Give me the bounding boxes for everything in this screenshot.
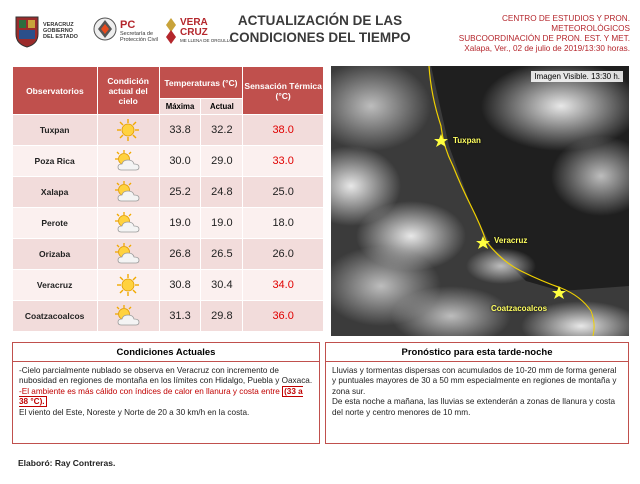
partly-cloudy-icon [97, 239, 159, 270]
thermal-sensation: 34.0 [243, 270, 324, 301]
sub-maxima: Máxima [159, 99, 201, 115]
thermal-sensation: 26.0 [243, 239, 324, 270]
table-row [13, 208, 324, 239]
author-credit: Elaboró: Ray Contreras. [18, 458, 116, 468]
temp-actual: 29.8 [201, 301, 243, 332]
agency-line1: CENTRO DE ESTUDIOS Y PRON. [502, 14, 630, 23]
table-row [13, 177, 324, 208]
sun-icon [97, 115, 159, 146]
agency-line4: Xalapa, Ver., 02 de julio de 2019/13:30 horas. [464, 44, 630, 53]
city-name: Perote [13, 208, 98, 239]
temp-max: 33.8 [159, 115, 201, 146]
conditions-p1: -Cielo parcialmente nublado se observa en Veracruz con incremento de nubosidad en regiones de montaña en los límites con Hidalgo, Puebla y Oaxaca. [19, 366, 313, 386]
conditions-p2: -El ambiente es más cálido con índices de calor en llanura y costa entre [19, 386, 283, 396]
logo-veracruz-line3: DEL ESTADO [43, 34, 78, 40]
city-name: Poza Rica [13, 146, 98, 177]
map-label-tuxpan: Tuxpan [453, 136, 481, 145]
city-name: Orizaba [13, 239, 98, 270]
pc-shield-icon [92, 16, 118, 46]
thermal-sensation: 38.0 [243, 115, 324, 146]
logo-pc-abbr: PC [120, 19, 136, 31]
table-row [13, 115, 324, 146]
partly-cloudy-icon [97, 208, 159, 239]
forecast-title: Pronóstico para esta tarde-noche [326, 343, 628, 362]
forecast-p1: Lluvias y tormentas dispersas con acumulados de 10-20 mm de forma general y puntuales mayores de 30 a 50 mm especialmente en regiones de montaña y zona sur. [332, 366, 617, 396]
logo-pc-line1: Secretaría de [120, 31, 154, 37]
logo-proteccion-civil [92, 12, 158, 50]
logo-vera-line2: CRUZ [180, 27, 208, 38]
temp-max: 30.0 [159, 146, 201, 177]
map-label-veracruz: Veracruz [494, 236, 528, 245]
logo-vera-tag: ME LLENA DE ORGULLO [180, 38, 233, 43]
table-row [13, 270, 324, 301]
city-name: Tuxpan [13, 115, 98, 146]
thermal-sensation: 18.0 [243, 208, 324, 239]
city-name: Veracruz [13, 270, 98, 301]
logo-veracruz-line2: GOBIERNO [43, 28, 73, 34]
forecast-box [325, 342, 629, 444]
col-temperaturas: Temperaturas (°C) [159, 67, 243, 99]
sun-icon [97, 270, 159, 301]
current-conditions-box [12, 342, 320, 444]
logo-veracruz-line1: VERACRUZ [43, 22, 74, 28]
title-line2: CONDICIONES DEL TIEMPO [229, 30, 411, 45]
table-row [13, 239, 324, 270]
col-sensacion: Sensación Térmica (°C) [243, 67, 324, 115]
logo-pc-line2: Protección Civil [120, 37, 158, 43]
partly-cloudy-icon [97, 301, 159, 332]
agency-line2: METEOROLÓGICOS [551, 24, 630, 33]
col-observatorios: Observatorios [13, 67, 98, 115]
temp-max: 31.3 [159, 301, 201, 332]
logo-vera-line1: VERA [180, 17, 208, 28]
page-title [205, 12, 435, 46]
col-condicion: Condición actual del cielo [97, 67, 159, 115]
agency-info [405, 14, 630, 54]
thermal-sensation: 36.0 [243, 301, 324, 332]
city-name: Xalapa [13, 177, 98, 208]
temp-max: 19.0 [159, 208, 201, 239]
temp-max: 25.2 [159, 177, 201, 208]
temp-actual: 32.2 [201, 115, 243, 146]
partly-cloudy-icon [97, 177, 159, 208]
satellite-map-icon [331, 66, 629, 336]
partly-cloudy-icon [97, 146, 159, 177]
temp-actual: 24.8 [201, 177, 243, 208]
agency-line3: SUBCOORDINACIÓN DE PRON. EST. Y MET. [458, 34, 630, 43]
current-conditions-title: Condiciones Actuales [13, 343, 319, 362]
thermal-sensation: 33.0 [243, 146, 324, 177]
table-row [13, 301, 324, 332]
map-label-coatzacoalcos: Coatzacoalcos [491, 304, 548, 313]
forecast-p2: De esta noche a mañana, las lluvias se extenderán a zonas de llanura y costa del norte y centro menores de 10 mm. [332, 397, 616, 417]
temp-max: 26.8 [159, 239, 201, 270]
temp-actual: 19.0 [201, 208, 243, 239]
logo-veracruz-gobierno [14, 12, 78, 50]
title-line1: ACTUALIZACIÓN DE LAS [237, 13, 403, 28]
table-row [13, 146, 324, 177]
temp-actual: 26.5 [201, 239, 243, 270]
temp-max: 30.8 [159, 270, 201, 301]
coat-of-arms-icon [14, 14, 40, 48]
heat-index-range: (33 a 38 °C). [19, 386, 303, 407]
temp-actual: 30.4 [201, 270, 243, 301]
city-name: Coatzacoalcos [13, 301, 98, 332]
vera-mark-icon [164, 16, 178, 46]
satellite-image [331, 66, 629, 336]
observatories-table [12, 66, 324, 332]
temp-actual: 29.0 [201, 146, 243, 177]
satellite-label: Imagen Visible. 13:30 h. [531, 71, 623, 82]
sub-actual: Actual [201, 99, 243, 115]
conditions-p3: El viento del Este, Noreste y Norte de 20 a 30 km/h en la costa. [19, 407, 250, 417]
thermal-sensation: 25.0 [243, 177, 324, 208]
